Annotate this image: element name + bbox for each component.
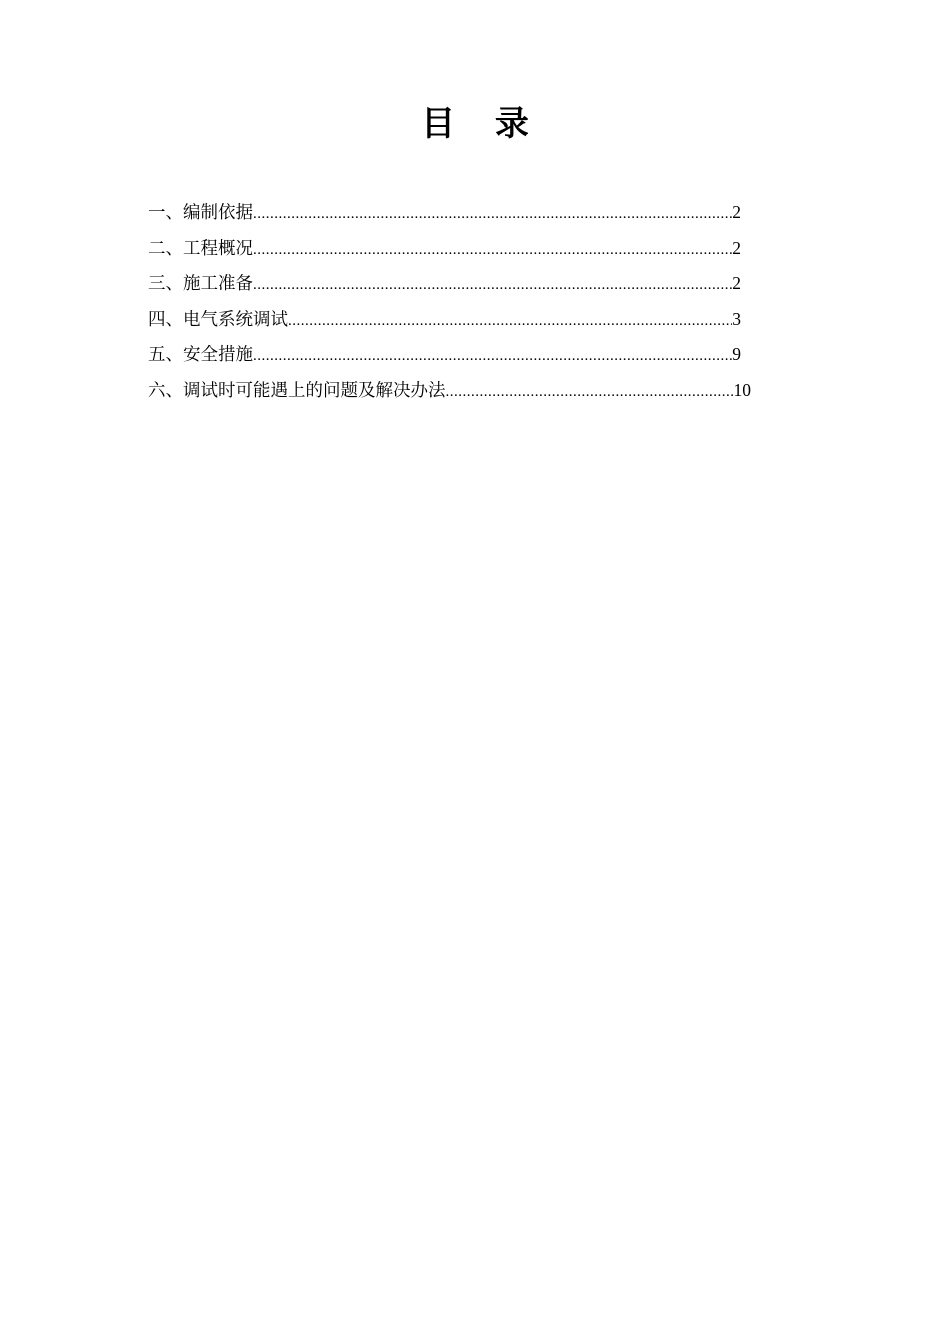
toc-title: 目 录: [421, 104, 543, 144]
toc-entry[interactable]: [148, 337, 758, 373]
toc-dot-leader: [288, 304, 732, 340]
toc-page-number: 3: [732, 308, 741, 329]
table-of-contents: [148, 195, 758, 408]
toc-page-number: 9: [732, 344, 741, 364]
toc-entry-label: 三、施工准备: [148, 274, 253, 294]
toc-entry-label: 一、编制依据: [148, 203, 253, 223]
toc-entry[interactable]: [148, 302, 758, 338]
toc-entry[interactable]: [148, 266, 758, 302]
toc-dot-leader: [253, 268, 732, 304]
toc-page-number: 10: [733, 379, 751, 400]
toc-dot-leader: [446, 375, 734, 411]
toc-page-number: 2: [732, 273, 741, 293]
toc-entry[interactable]: [148, 373, 758, 409]
toc-page-number: 2: [732, 202, 741, 222]
toc-dot-leader: [253, 233, 732, 269]
toc-entry-label: 五、安全措施: [148, 345, 253, 365]
toc-page-number: 2: [732, 237, 741, 258]
toc-entry-label: 四、电气系统调试: [148, 309, 288, 330]
toc-dot-leader: [253, 339, 732, 375]
toc-entry-label: 二、工程概况: [148, 238, 253, 259]
toc-entry[interactable]: [148, 231, 758, 267]
toc-dot-leader: [253, 197, 732, 233]
toc-entry[interactable]: [148, 195, 758, 231]
toc-entry-label: 六、调试时可能遇上的问题及解决办法: [148, 380, 446, 401]
